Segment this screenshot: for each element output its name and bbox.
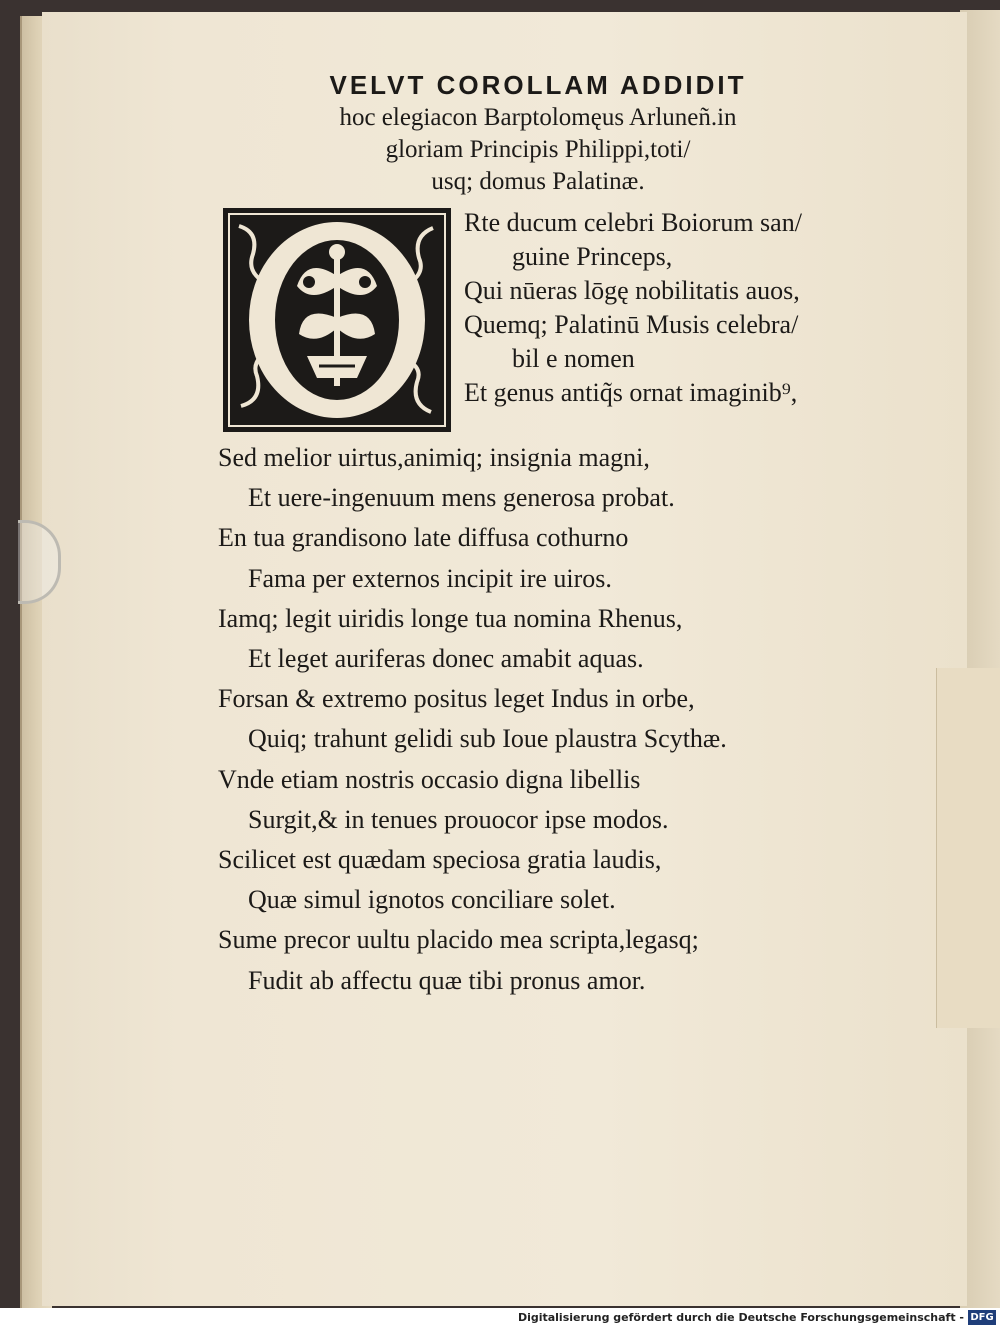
verse-line: Fudit ab affectu quæ tibi pronus amor. xyxy=(248,965,646,995)
verse-line: guine Princeps, xyxy=(512,242,673,271)
verse-line: Quemq; Palatinū Musis celebra/ xyxy=(464,310,799,339)
verse-line: Forsan & extremo positus leget Indus in orbe, xyxy=(218,684,695,714)
verse-line: Fama per externos incipit ire uiros. xyxy=(248,563,612,593)
verse-list xyxy=(218,438,858,1001)
verse-line: Rte ducum celebri Boiorum san/ xyxy=(464,208,802,237)
dfg-logo: DFG xyxy=(968,1310,996,1325)
verse-line: Scilicet est quædam speciosa gratia laudis, xyxy=(218,845,662,875)
verse-line: Et leget auriferas donec amabit aquas. xyxy=(248,644,644,674)
verse-line: En tua grandisono late diffusa cothurno xyxy=(218,523,629,553)
verse-line: Et uere-ingenuum mens generosa probat. xyxy=(248,483,675,513)
verse-line: Qui nūeras lōgę nobilitatis auos, xyxy=(464,276,800,305)
verse-line: Sume precor uultu placido mea scripta,legasq; xyxy=(218,925,699,955)
page-heading: VELVT COROLLAM ADDIDIT xyxy=(329,70,747,100)
paper-strip xyxy=(936,668,1000,1028)
verse-line: Surgit,& in tenues prouocor ipse modos. xyxy=(248,804,669,834)
verse-line: Quæ simul ignotos conciliare solet. xyxy=(248,885,616,915)
verse-line: Quiq; trahunt gelidi sub Ioue plaustra Scythæ. xyxy=(248,724,727,754)
verse-line: Vnde etiam nostris occasio digna libellis xyxy=(218,764,641,794)
heading-subline: gloriam Principis Philippi,toti/ xyxy=(385,136,691,163)
verse-line: Et genus antiq̃s ornat imaginib⁹, xyxy=(464,378,798,407)
verse-line: bil e nomen xyxy=(512,344,635,373)
digitization-credit: Digitalisierung gefördert durch die Deutsche Forschungsgemeinschaft - xyxy=(517,1311,964,1324)
initial-section xyxy=(218,206,858,434)
verse-line: Sed melior uirtus,animiq; insignia magni, xyxy=(218,443,650,472)
poem-text-block xyxy=(218,68,858,1001)
heading-subline: hoc elegiacon Barptolomęus Arluneñ.in xyxy=(339,104,737,131)
initial-verse-lines xyxy=(464,206,864,410)
verse-line: Iamq; legit uiridis longe tua nomina Rhenus, xyxy=(218,603,683,633)
heading-subline: usq; domus Palatinæ. xyxy=(431,168,645,195)
decorated-initial-o-icon xyxy=(221,206,453,434)
